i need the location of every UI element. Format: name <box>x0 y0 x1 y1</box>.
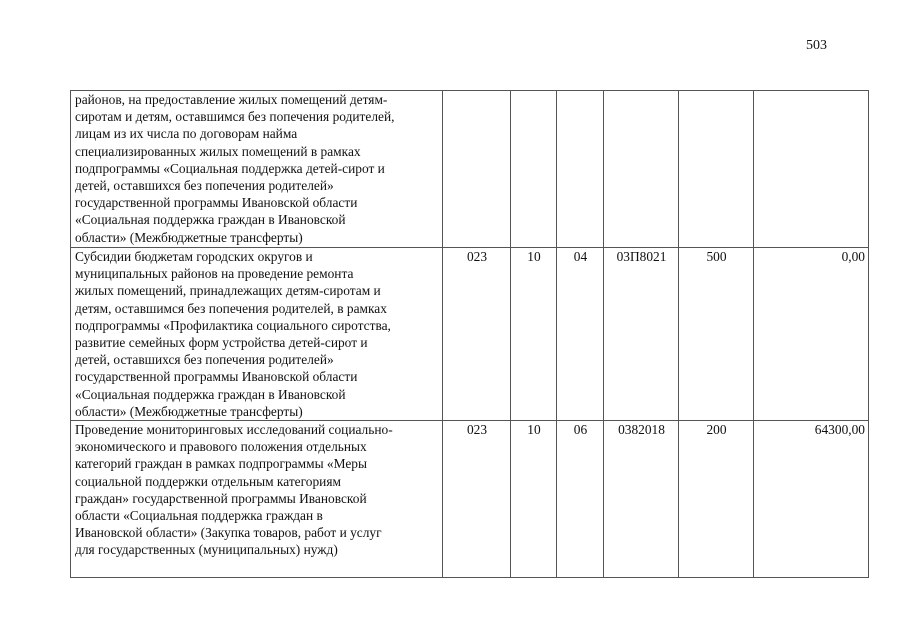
description-line: сиротам и детям, оставшимся без попечения родителей, <box>75 109 395 125</box>
description-line: специализированных жилых помещений в рамках <box>75 143 361 159</box>
subsection-cell: 04 <box>557 248 604 421</box>
section-cell: 10 <box>511 421 557 578</box>
amount-cell: 0,00 <box>754 248 869 421</box>
description-line: муниципальных районов на проведение ремонта <box>75 266 354 282</box>
amount-cell: 64300,00 <box>754 421 869 578</box>
table-row <box>71 91 869 248</box>
section-cell <box>511 91 557 248</box>
expense-type-cell <box>679 91 754 248</box>
target-article-cell <box>604 91 679 248</box>
subsection-cell <box>557 91 604 248</box>
description-line: для государственных (муниципальных) нужд) <box>75 542 338 558</box>
description-cell <box>71 421 443 578</box>
description-line: лицам из их числа по договорам найма <box>75 126 298 142</box>
description-line: детей, оставшихся без попечения родителей» <box>75 352 334 368</box>
page-number: 503 <box>806 38 827 53</box>
description-cell <box>71 91 443 248</box>
description-cell <box>71 248 443 421</box>
description-line: Проведение мониторинговых исследований социально- <box>75 422 393 438</box>
description-line: категорий граждан в рамках подпрограммы «Меры <box>75 456 367 472</box>
description-line: государственной программы Ивановской области <box>75 369 358 385</box>
description-line: социальной поддержки отдельным категориям <box>75 473 341 489</box>
description-line: Ивановской области» (Закупка товаров, работ и услуг <box>75 525 382 541</box>
amount-cell <box>754 91 869 248</box>
budget-table <box>70 90 869 578</box>
ministry-cell <box>443 91 511 248</box>
description-line: развитие семейных форм устройства детей-сирот и <box>75 335 368 351</box>
table-row <box>71 421 869 578</box>
description-line: Субсидии бюджетам городских округов и <box>75 249 313 264</box>
description-line: области «Социальная поддержка граждан в <box>75 508 323 524</box>
description-line: экономического и правового положения отдельных <box>75 439 367 455</box>
ministry-cell: 023 <box>443 248 511 421</box>
target-article-cell: 03П8021 <box>604 248 679 421</box>
expense-type-cell: 500 <box>679 248 754 421</box>
description-line: области» (Межбюджетные трансферты) <box>75 229 303 245</box>
table-row <box>71 248 869 421</box>
description-line: детей, оставшихся без попечения родителей» <box>75 178 334 194</box>
target-article-cell: 0382018 <box>604 421 679 578</box>
description-line: жилых помещений, принадлежащих детям-сиротам и <box>75 283 381 299</box>
description-line: подпрограммы «Социальная поддержка детей-сирот и <box>75 160 385 176</box>
description-line: подпрограммы «Профилактика социального сиротства, <box>75 317 391 333</box>
description-line: области» (Межбюджетные трансферты) <box>75 403 303 419</box>
expense-type-cell: 200 <box>679 421 754 578</box>
section-cell: 10 <box>511 248 557 421</box>
description-line: граждан» государственной программы Ивановской <box>75 490 367 506</box>
ministry-cell: 023 <box>443 421 511 578</box>
description-line: государственной программы Ивановской области <box>75 195 358 211</box>
subsection-cell: 06 <box>557 421 604 578</box>
description-line: детям, оставшимся без попечения родителей, в рамках <box>75 300 387 316</box>
description-line: «Социальная поддержка граждан в Ивановской <box>75 212 346 228</box>
description-line: «Социальная поддержка граждан в Ивановской <box>75 386 346 402</box>
description-line: районов, на предоставление жилых помещений детям- <box>75 92 388 107</box>
